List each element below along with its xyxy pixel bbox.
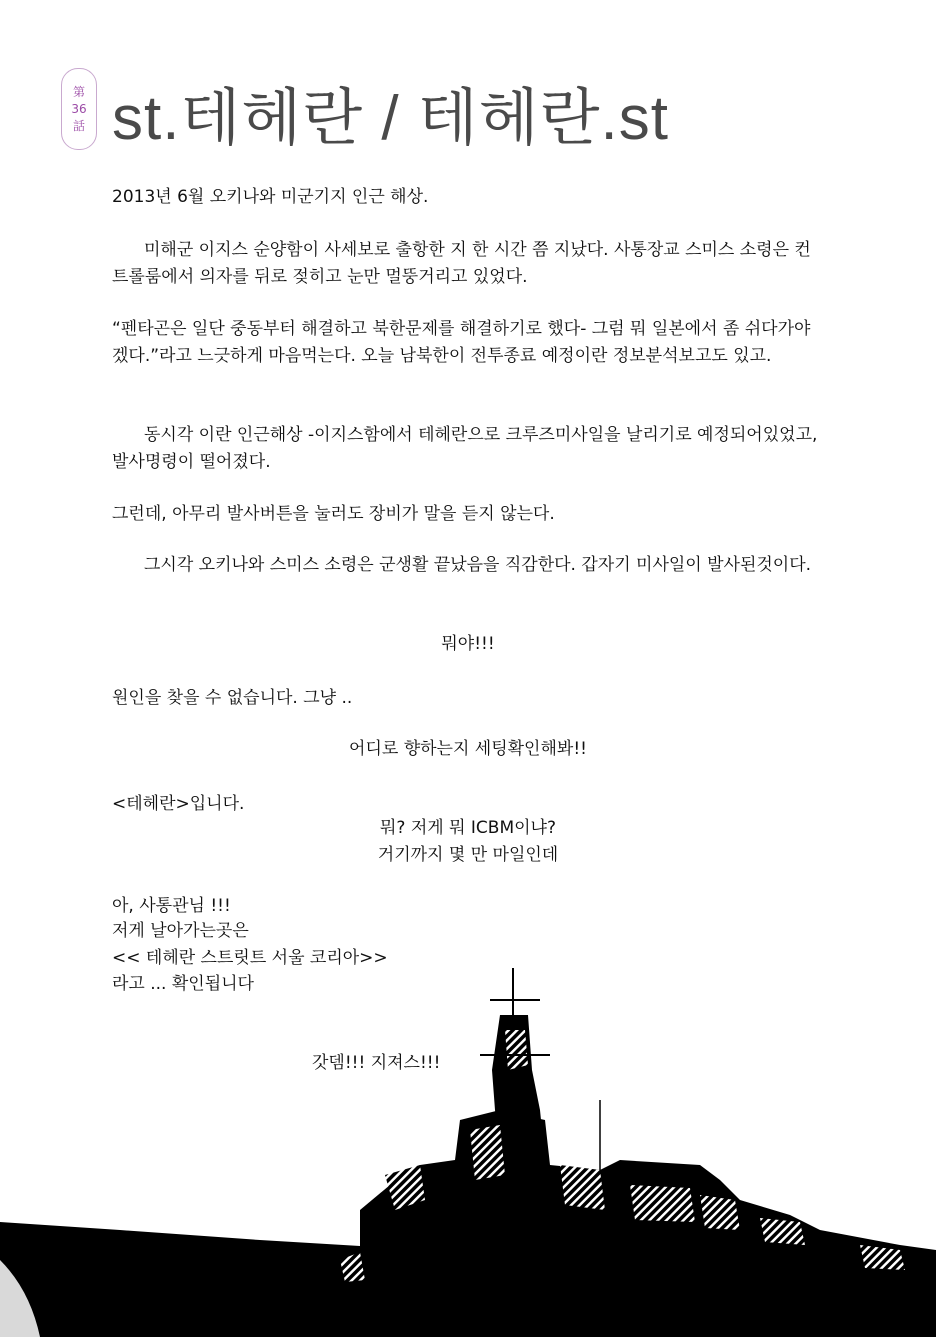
dialogue-check: 어디로 향하는지 세팅확인해봐!! xyxy=(349,739,587,759)
dialogue-icbm: 뭐? 저게 뭐 ICBM이냐? xyxy=(379,818,556,838)
paragraph-date: 2013년 6월 오키나와 미군기지 인근 해상. xyxy=(112,187,429,207)
badge-char-1: 第 xyxy=(72,84,85,99)
chapter-badge xyxy=(61,68,97,150)
chapter-title: st.테헤란 / 테헤란.st xyxy=(112,84,669,153)
paragraph-cruiser: 미해군 이지스 순양함이 사세보로 출항한 지 한 시간 쯤 지났다. 사통장교 스미스 소령은 컨트롤룸에서 의자를 뒤로 젖히고 눈만 멀뚱거리고 있었다. xyxy=(112,240,811,287)
dialogue-cause: 원인을 찾을 수 없습니다. 그냥 .. xyxy=(112,688,353,708)
dialogue-officer: 아, 사통관님 !!! xyxy=(112,896,231,916)
dialogue-tehran: <테헤란>입니다. xyxy=(112,794,245,814)
dialogue-miles: 거기까지 몇 만 마일인데 xyxy=(377,845,559,865)
badge-number: 36 xyxy=(71,101,87,116)
ship-hull xyxy=(0,1110,936,1337)
paragraph-launch: 그시각 오키나와 스미스 소령은 군생활 끝났음을 직감한다. 갑자기 미사일이 발사된것이다. xyxy=(144,555,812,575)
dialogue-seoul: << 테헤란 스트릿트 서울 코리아>> xyxy=(112,948,388,968)
badge-char-2: 話 xyxy=(72,118,85,133)
dialogue-confirmed: 라고 ... 확인됩니다 xyxy=(112,974,254,994)
paragraph-pentagon: “펜타곤은 일단 중동부터 해결하고 북한문제를 해결하기로 했다- 그럼 뭐 일본에서 좀 쉬다가야겠다.”라고 느긋하게 마음먹는다. 오늘 남북한이 전투종료 예정이란 정보분석보고도 있고. xyxy=(112,319,811,366)
dialogue-target: 저게 날아가는곳은 xyxy=(112,921,249,941)
paragraph-button: 그런데, 아무리 발사버튼을 눌러도 장비가 말을 듣지 않는다. xyxy=(112,504,555,524)
paragraph-iran: 동시각 이란 인근해상 -이지스함에서 테헤란으로 크루즈미사일을 날리기로 예정되어있었고, 발사명령이 떨어졌다. xyxy=(112,425,818,472)
warship-silhouette xyxy=(0,960,936,1337)
dialogue-what: 뭐야!!! xyxy=(441,634,495,654)
dialogue-goddamn: 갓뎀!!! 지져스!!! xyxy=(312,1053,441,1073)
